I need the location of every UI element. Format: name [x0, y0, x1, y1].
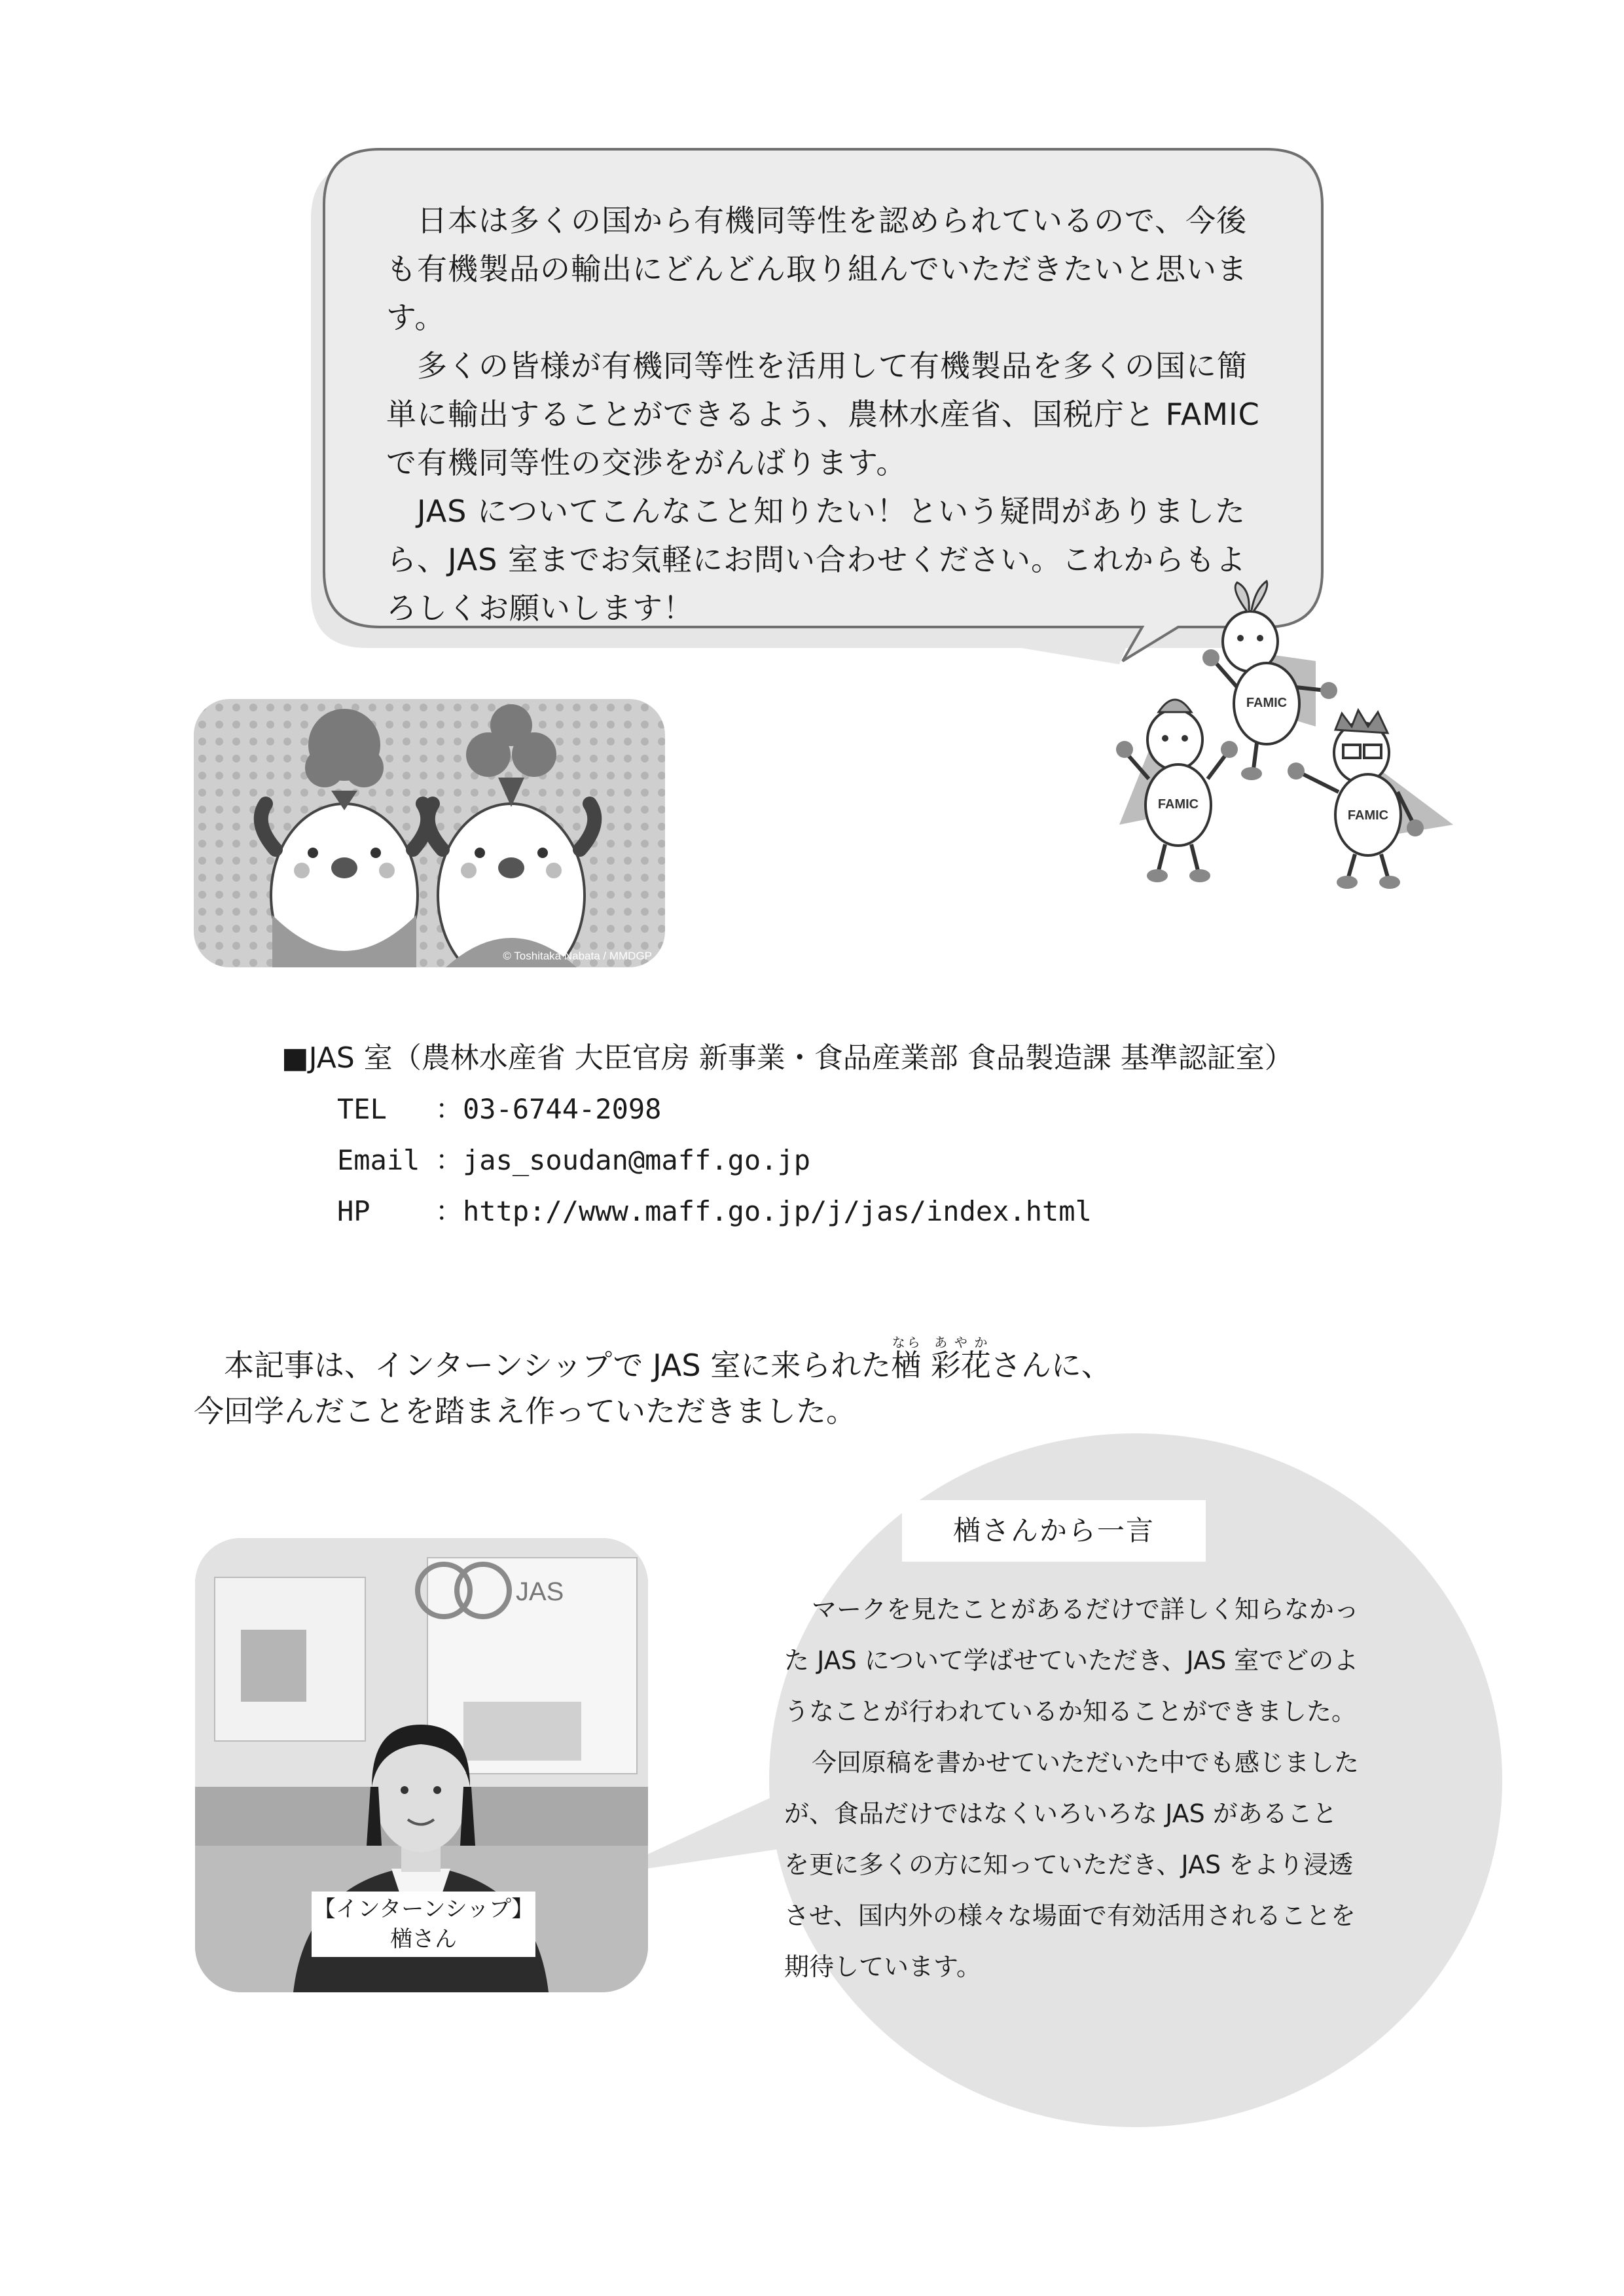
intro-line-1	[194, 1335, 1437, 1388]
contact-label: Email	[337, 1144, 420, 1176]
intern-intro-paragraph	[194, 1335, 1437, 1434]
contact-value: ：03-6744-2098	[435, 1093, 662, 1125]
intro-text: さんに、	[990, 1348, 1111, 1383]
mascot-illustration-card	[194, 699, 665, 967]
bubble-paragraph: 多くの皆様が有機同等性を活用して有機製品を多くの国に簡単に輸出することができるよう、農林水産省、国税庁と FAMIC で有機同等性の交渉をがんばります。	[386, 348, 1260, 480]
bubble-paragraph: JAS についてこんなこと知りたい！という疑問がありましたら、JAS 室までお気軽にお問い合わせください。これからもよろしくお願いします！	[386, 493, 1247, 626]
famic-mascot-right	[1288, 710, 1453, 889]
ruby-reading: あやか	[930, 1335, 991, 1350]
caption-line: 【インターンシップ】	[313, 1896, 534, 1922]
caption-line: 楢さん	[390, 1926, 457, 1952]
contact-email-link[interactable]: ：jas_soudan@maff.go.jp	[435, 1144, 811, 1176]
contact-title: ■JAS 室（農林水産省 大臣官房 新事業・食品産業部 食品製造課 基準認証室）	[281, 1041, 1293, 1075]
contact-row-hp	[337, 1190, 1092, 1229]
photo-caption	[312, 1892, 535, 1957]
ruby-reading: なら	[891, 1335, 922, 1350]
famic-badge: FAMIC	[1157, 797, 1199, 812]
comment-body	[784, 1584, 1360, 1992]
name-family-ruby	[891, 1335, 922, 1383]
bubble-paragraph: 日本は多くの国から有機同等性を認められているので、今後も有機製品の輸出にどんどん取り組んでいただきたいと思います。	[386, 203, 1248, 335]
intern-photo	[195, 1538, 648, 1992]
name-given: 彩花	[930, 1348, 991, 1383]
famic-mascots-illustration	[1100, 563, 1466, 903]
comment-paragraph: 今回原稿を書かせていただいた中でも感じましたが、食品だけではなくいろいろな JAS があることを更に多くの方に知っていただき、JAS をより浸透させ、国内外の様々な場面で有効活用されることを期待しています。	[784, 1748, 1360, 1981]
comment-paragraph: マークを見たことがあるだけで詳しく知らなかった JAS について学ばせていただき、JAS 室でどのようなことが行われているか知ることができました。	[784, 1595, 1360, 1726]
comment-heading: 楢さんから一言	[902, 1500, 1206, 1562]
contact-row-tel	[337, 1088, 661, 1127]
intro-text: 本記事は、インターンシップで JAS 室に来られた	[224, 1348, 892, 1383]
contact-website-link[interactable]: ：http://www.maff.go.jp/j/jas/index.html	[435, 1195, 1092, 1227]
intro-line-2: 今回学んだことを踏まえ作っていただきました。	[194, 1393, 856, 1429]
famic-mascot-left	[1116, 700, 1238, 882]
famic-badge: FAMIC	[1347, 808, 1389, 823]
famic-badge: FAMIC	[1246, 696, 1288, 710]
name-given-ruby	[930, 1335, 991, 1383]
contact-label: TEL	[337, 1093, 387, 1125]
contact-row-email	[337, 1139, 810, 1178]
name-family: 楢	[891, 1348, 922, 1383]
illustration-copyright: © Toshitaka Nabata / MMDGP	[503, 950, 652, 962]
poster-jas-logo: JAS	[516, 1577, 564, 1606]
contact-label: HP	[337, 1195, 370, 1227]
